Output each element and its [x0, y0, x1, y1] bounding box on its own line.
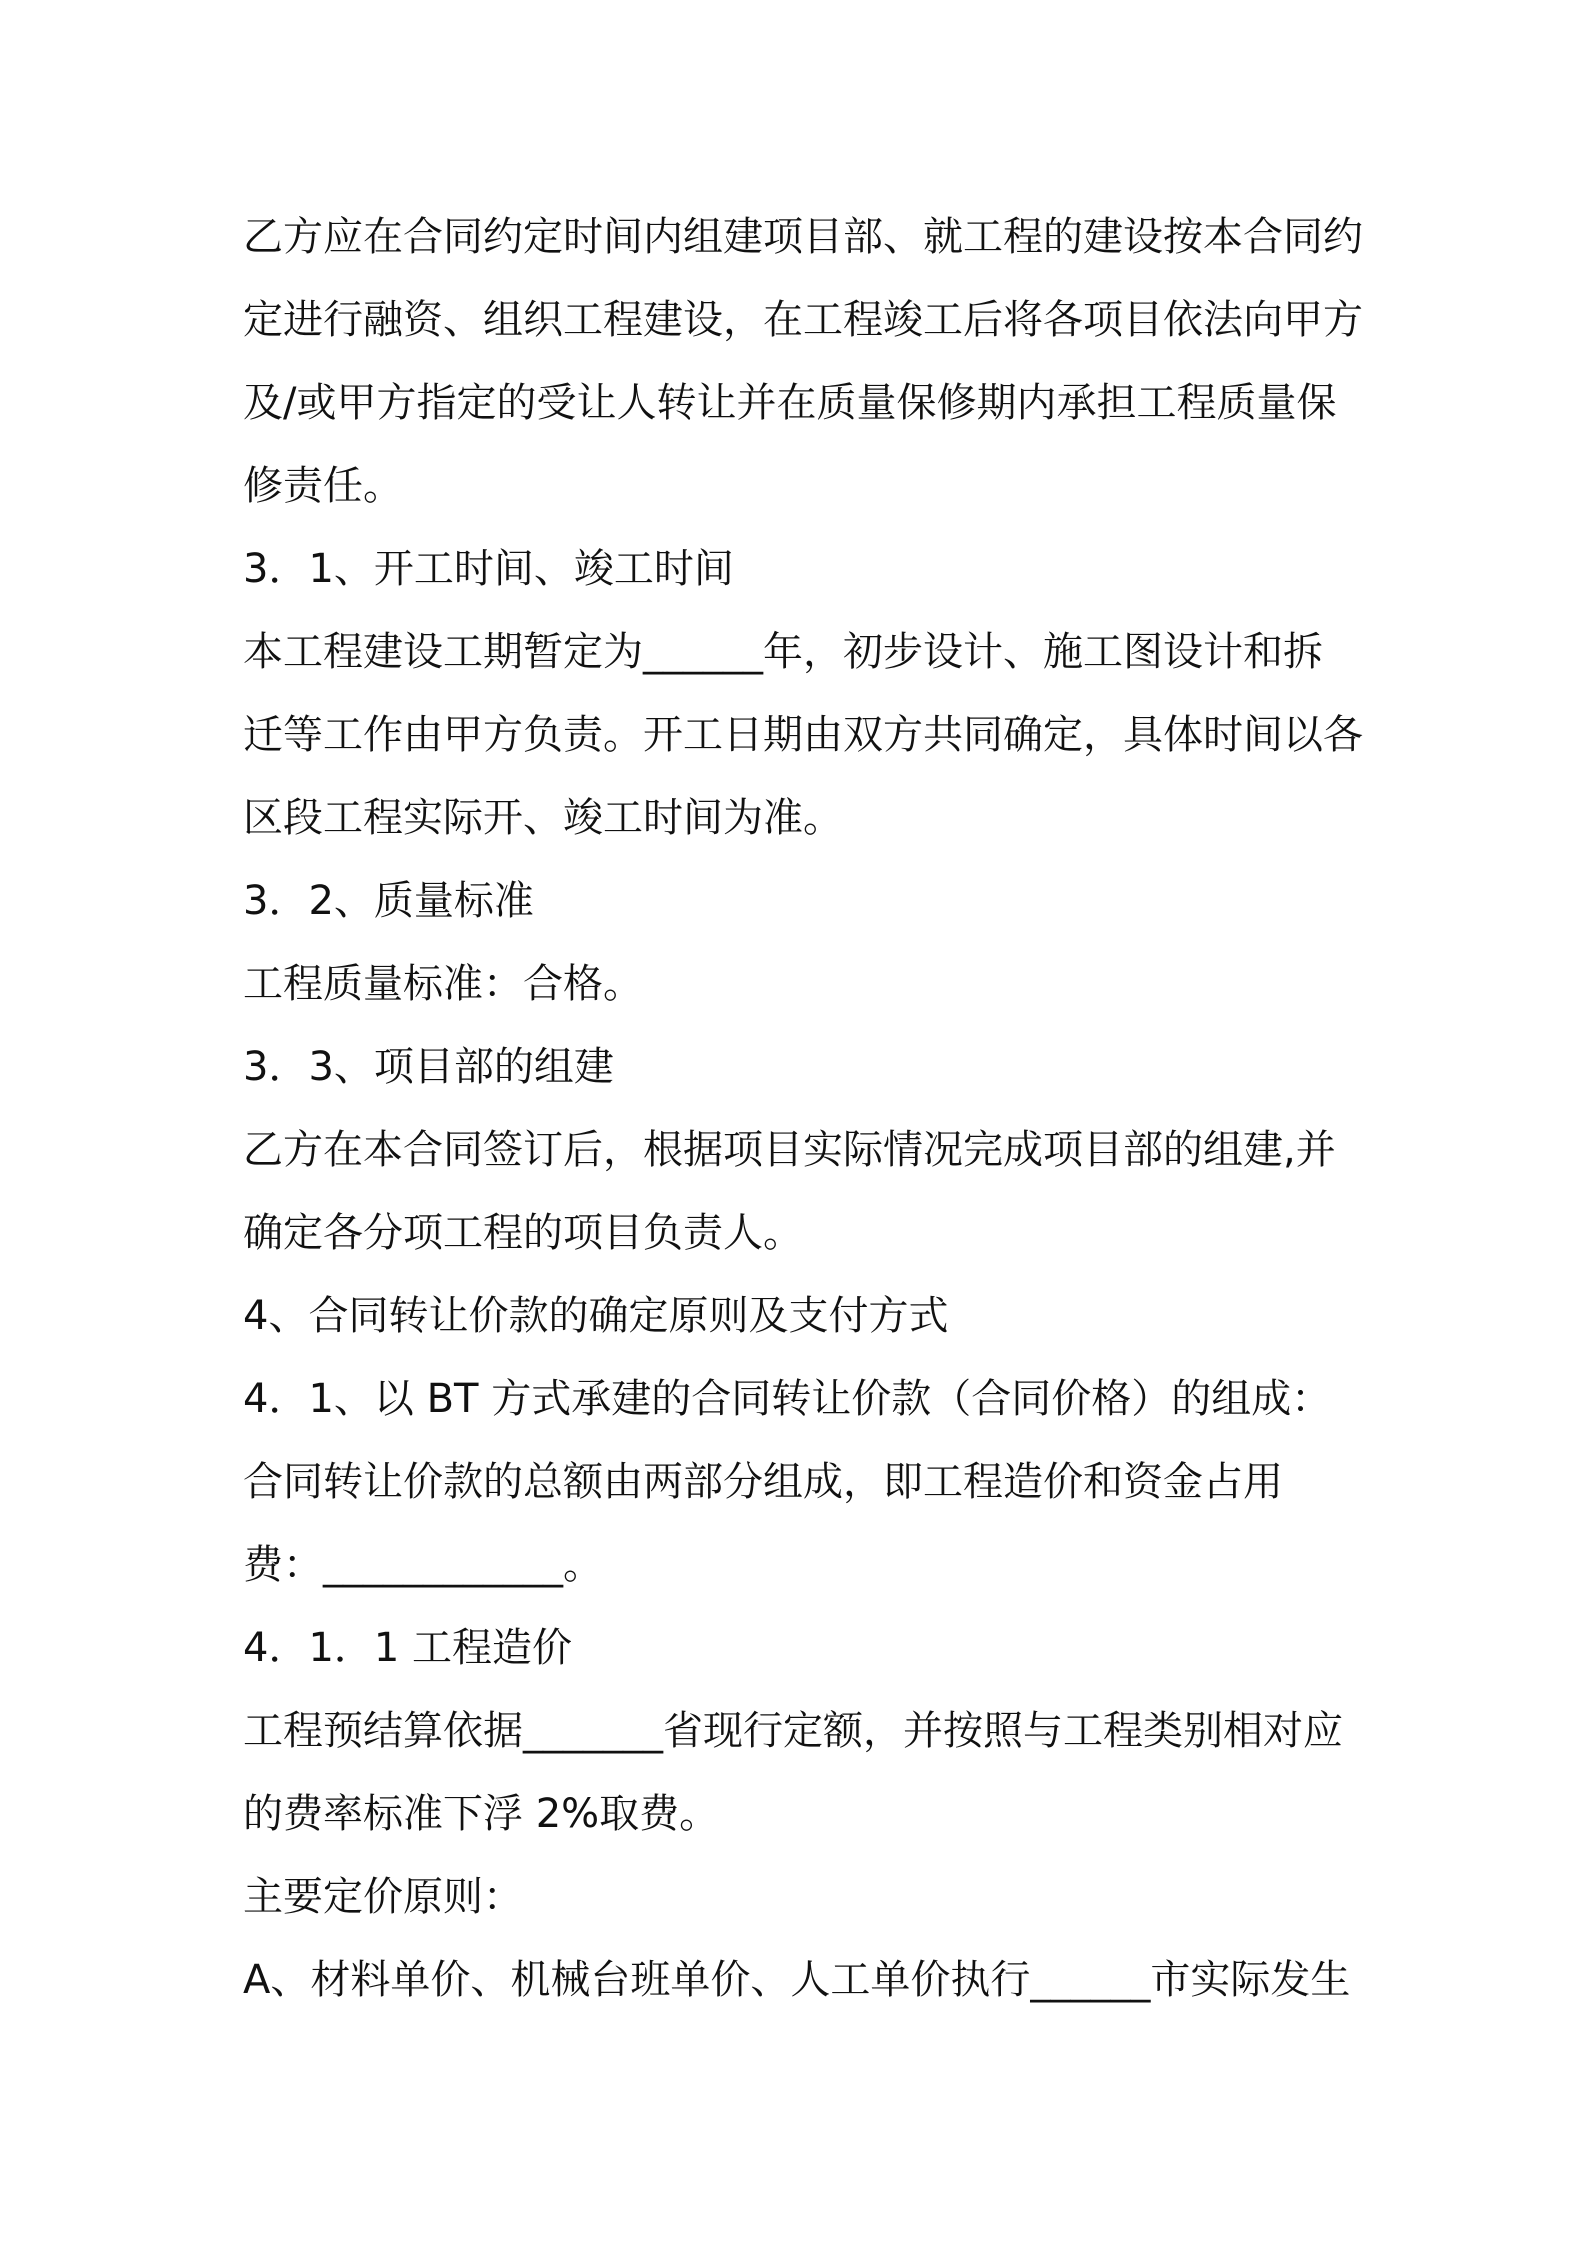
paragraph-line: 及/或甲方指定的受让人转让并在质量保修期内承担工程质量保	[243, 380, 1337, 426]
paragraph-line: 乙方在本合同签订后，根据项目实际情况完成项目部的组建,并	[243, 1127, 1336, 1173]
paragraph-line: 修责任。	[243, 463, 403, 509]
paragraph-line: 确定各分项工程的项目负责人。	[243, 1210, 803, 1256]
section-heading: 主要定价原则：	[243, 1874, 523, 1920]
section-heading: 3．1、开工时间、竣工时间	[243, 546, 734, 592]
section-heading: 4．1、以 BT 方式承建的合同转让价款（合同价格）的组成：	[243, 1376, 1332, 1422]
document-body	[243, 196, 1363, 2022]
section-heading: 4、合同转让价款的确定原则及支付方式	[243, 1293, 949, 1339]
section-heading: 3．3、项目部的组建	[243, 1044, 614, 1090]
paragraph-line: 定进行融资、组织工程建设，在工程竣工后将各项目依法向甲方	[243, 297, 1363, 343]
paragraph-line: 费：____________。	[243, 1542, 603, 1588]
paragraph-line: 迁等工作由甲方负责。开工日期由双方共同确定，具体时间以各	[243, 712, 1363, 758]
section-heading: 4．1．1 工程造价	[243, 1625, 573, 1671]
paragraph-line: 乙方应在合同约定时间内组建项目部、就工程的建设按本合同约	[243, 214, 1363, 260]
section-heading: 3．2、质量标准	[243, 878, 534, 924]
paragraph-line: A、材料单价、机械台班单价、人工单价执行______市实际发生	[243, 1957, 1351, 2003]
paragraph-line: 合同转让价款的总额由两部分组成，即工程造价和资金占用	[243, 1459, 1283, 1505]
paragraph-line: 区段工程实际开、竣工时间为准。	[243, 795, 843, 841]
paragraph-line: 的费率标准下浮 2%取费。	[243, 1791, 720, 1837]
paragraph-line: 本工程建设工期暂定为______年，初步设计、施工图设计和拆	[243, 629, 1323, 675]
paragraph-line: 工程质量标准：合格。	[243, 961, 643, 1007]
paragraph-line: 工程预结算依据_______省现行定额，并按照与工程类别相对应	[243, 1708, 1343, 1754]
